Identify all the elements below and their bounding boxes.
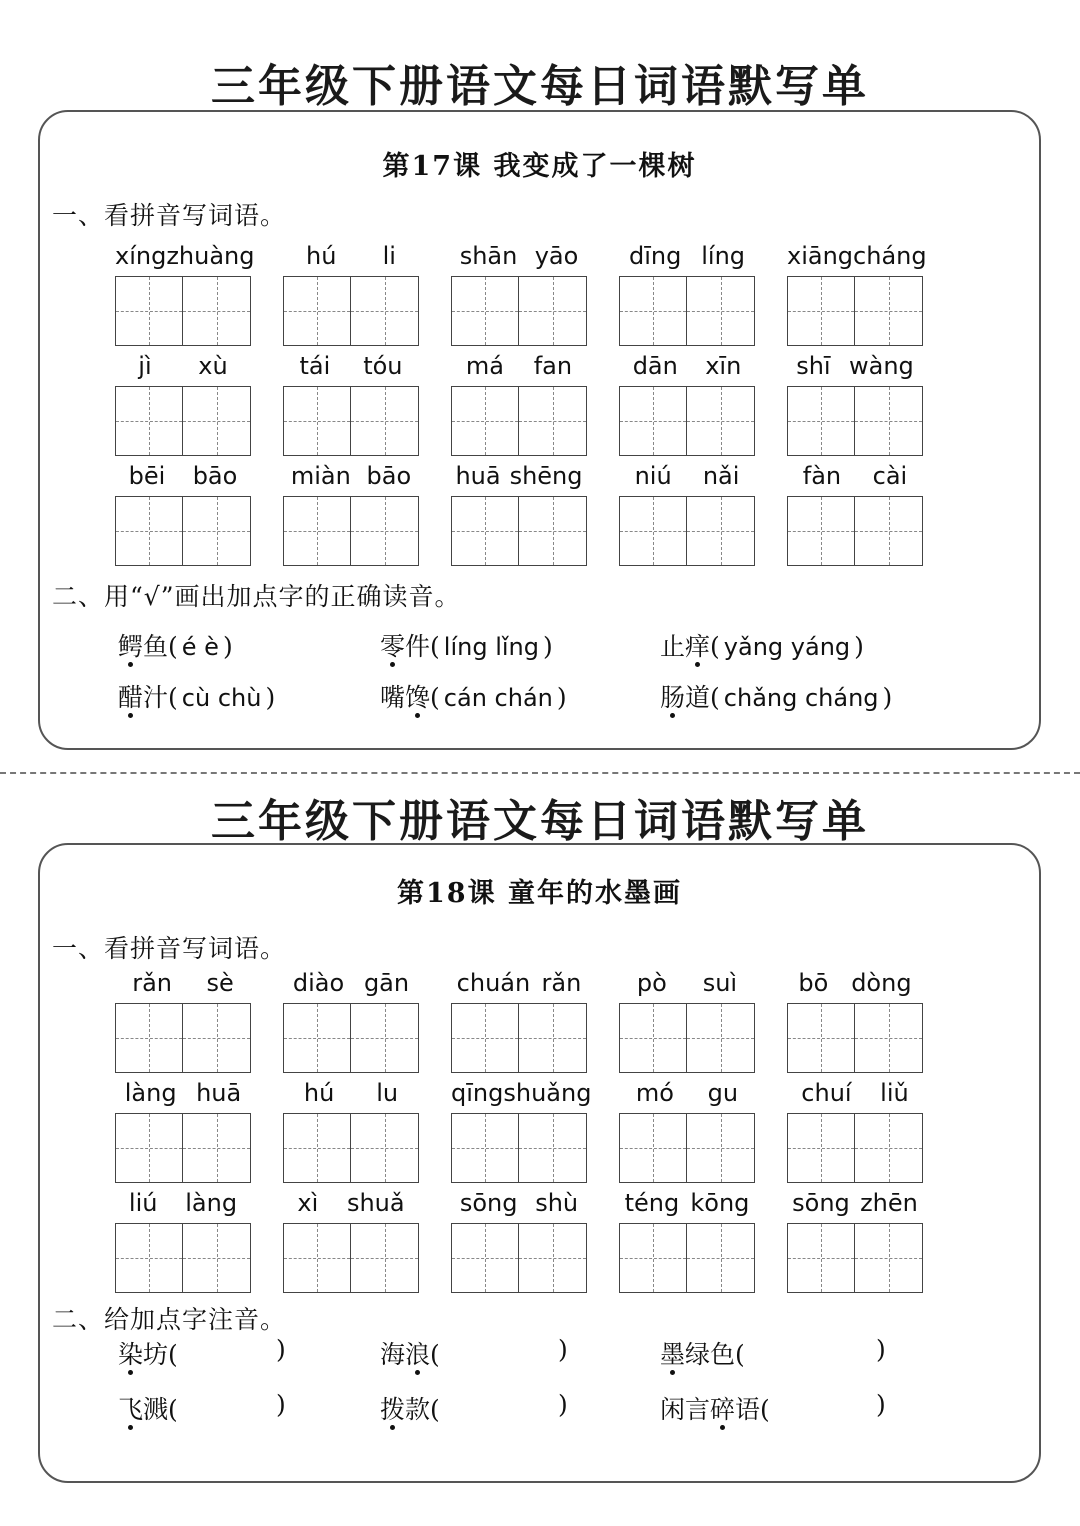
writing-boxes (619, 1003, 755, 1073)
writing-boxes (115, 496, 251, 566)
tianzige-cell[interactable] (855, 1223, 923, 1293)
pinyin-syllable: qīng (451, 1079, 504, 1107)
word-suffix: 道( (685, 683, 720, 712)
tianzige-cell[interactable] (519, 276, 587, 346)
question-item (660, 1390, 886, 1426)
close-paren: ) (558, 1335, 568, 1364)
word-suffix: 坊( (143, 1340, 178, 1369)
pinyin-options: é è (181, 633, 219, 661)
close-paren: ) (222, 632, 233, 661)
close-paren: ) (542, 632, 553, 661)
section-phonetic-heading: 二、给加点字注音。 (52, 1305, 287, 1334)
pinyin-label (619, 352, 755, 380)
dotted-char: 拨 (380, 1395, 406, 1424)
pinyin-syllable: hú (303, 1079, 335, 1107)
writing-boxes (451, 496, 587, 566)
writing-boxes (115, 1113, 251, 1183)
writing-boxes (619, 496, 755, 566)
pinyin-syllable: liú (128, 1189, 158, 1217)
lesson-title: 第17课 我变成了一棵树 (382, 151, 697, 182)
pinyin-syllable: dān (632, 352, 678, 380)
tianzige-cell[interactable] (183, 1003, 251, 1073)
tianzige-cell[interactable] (787, 386, 855, 456)
pinyin-syllable: shuǎng (503, 1079, 592, 1107)
tianzige-cell[interactable] (351, 496, 419, 566)
close-paren: ) (876, 1335, 886, 1364)
pinyin-label (451, 969, 587, 997)
tianzige-cell[interactable] (283, 496, 351, 566)
question-item (380, 1390, 568, 1426)
pinyin-label (451, 1079, 592, 1107)
word-prefix: 嘴 (380, 683, 406, 712)
tianzige-cell[interactable] (283, 276, 351, 346)
pinyin-syllable: fan (533, 352, 573, 380)
word-prefix: 闲言 (660, 1395, 711, 1424)
section-pinyin-heading: 一、看拼音写词语。 (52, 201, 287, 230)
pinyin-label (283, 1189, 419, 1217)
pinyin-syllable: làng (124, 1079, 177, 1107)
question-item (380, 678, 567, 714)
sheet-title (0, 50, 1080, 114)
pinyin-label (115, 1189, 251, 1217)
writing-boxes (451, 276, 587, 346)
pinyin-syllable: fàn (802, 462, 842, 490)
tianzige-cell[interactable] (283, 386, 351, 456)
close-paren: ) (882, 683, 893, 712)
pinyin-syllable: li (382, 242, 396, 270)
tianzige-cell[interactable] (351, 1223, 419, 1293)
tianzige-cell[interactable] (183, 386, 251, 456)
dotted-char: 馋 (405, 683, 431, 712)
tianzige-cell[interactable] (855, 1113, 923, 1183)
pinyin-syllable: cài (872, 462, 908, 490)
tianzige-cell[interactable] (283, 1113, 351, 1183)
pinyin-syllable: dīng (628, 242, 682, 270)
close-paren: ) (854, 632, 864, 661)
tianzige-cell[interactable] (787, 1003, 855, 1073)
tianzige-cell[interactable] (451, 276, 519, 346)
dotted-char: 浪 (405, 1340, 431, 1369)
section-reading-heading: 二、用“√”画出加点字的正确读音。 (52, 582, 461, 611)
pinyin-syllable: sōng (459, 1189, 518, 1217)
title-main: 三年级下册语文 (211, 796, 540, 847)
pinyin-syllable: chuí (801, 1079, 852, 1107)
question-item (118, 678, 275, 714)
tianzige-cell[interactable] (115, 1113, 183, 1183)
question-item (380, 627, 553, 663)
tianzige-cell[interactable] (351, 1003, 419, 1073)
pinyin-syllable: bō (798, 969, 829, 997)
pinyin-label (619, 969, 755, 997)
pinyin-label (283, 969, 419, 997)
pinyin-label (787, 352, 923, 380)
pinyin-label (619, 462, 755, 490)
tianzige-cell[interactable] (351, 1113, 419, 1183)
pinyin-label (451, 462, 587, 490)
pinyin-label (787, 969, 923, 997)
pinyin-syllable: shù (535, 1189, 579, 1217)
question-item (660, 627, 864, 663)
question-item (380, 1335, 568, 1371)
writing-boxes (283, 386, 419, 456)
pinyin-syllable: shī (796, 352, 831, 380)
tianzige-cell[interactable] (519, 386, 587, 456)
writing-boxes (619, 1113, 755, 1183)
pinyin-syllable: suì (702, 969, 738, 997)
pinyin-syllable: dòng (851, 969, 912, 997)
dotted-char: 飞 (118, 1395, 144, 1424)
tianzige-cell[interactable] (451, 1003, 519, 1073)
pinyin-label (619, 1079, 755, 1107)
word-suffix: 鱼( (143, 632, 178, 661)
pinyin-label (451, 1189, 587, 1217)
tianzige-cell[interactable] (351, 276, 419, 346)
word-prefix: 止 (660, 632, 686, 661)
pinyin-options: cù chù (181, 684, 262, 712)
tianzige-cell[interactable] (115, 386, 183, 456)
tianzige-cell[interactable] (519, 1113, 587, 1183)
writing-boxes (787, 496, 923, 566)
pinyin-syllable: sè (206, 969, 234, 997)
pinyin-syllable: yāo (534, 242, 579, 270)
dotted-char: 痒 (685, 632, 711, 661)
pinyin-syllable: huā (455, 462, 501, 490)
writing-boxes (619, 386, 755, 456)
pinyin-syllable: nǎi (702, 462, 740, 490)
tianzige-cell[interactable] (183, 276, 251, 346)
tianzige-cell[interactable] (687, 496, 755, 566)
pinyin-label (115, 462, 251, 490)
tianzige-cell[interactable] (451, 496, 519, 566)
pinyin-syllable: làng (185, 1189, 238, 1217)
tianzige-cell[interactable] (687, 1003, 755, 1073)
pinyin-syllable: huā (196, 1079, 242, 1107)
pinyin-syllable: má (465, 352, 504, 380)
tianzige-cell[interactable] (855, 386, 923, 456)
title-highlight: 每日词语默写单 (540, 61, 869, 112)
pinyin-syllable: zhēn (860, 1189, 918, 1217)
tianzige-cell[interactable] (855, 496, 923, 566)
pinyin-label (115, 352, 251, 380)
cut-line (0, 772, 1080, 774)
writing-boxes (283, 1003, 419, 1073)
tianzige-cell[interactable] (283, 1223, 351, 1293)
tianzige-cell[interactable] (519, 1223, 587, 1293)
pinyin-label (787, 1189, 923, 1217)
word-suffix: 语( (735, 1395, 770, 1424)
worksheet-card (38, 843, 1041, 1483)
tianzige-cell[interactable] (451, 1223, 519, 1293)
pinyin-syllable: xīn (705, 352, 742, 380)
title-main: 三年级下册语文 (211, 61, 540, 112)
tianzige-cell[interactable] (619, 1003, 687, 1073)
dotted-char: 零 (380, 632, 406, 661)
word-suffix: 款( (405, 1395, 440, 1424)
pinyin-syllable: rǎn (132, 969, 173, 997)
pinyin-options: chǎng cháng (723, 684, 879, 712)
dotted-char: 肠 (660, 683, 686, 712)
dotted-char: 醋 (118, 683, 144, 712)
word-suffix: 绿色( (685, 1340, 745, 1369)
pinyin-syllable: chuán (456, 969, 531, 997)
tianzige-cell[interactable] (519, 1003, 587, 1073)
tianzige-cell[interactable] (519, 496, 587, 566)
pinyin-label (787, 462, 923, 490)
pinyin-label (283, 1079, 419, 1107)
pinyin-syllable: shēng (509, 462, 583, 490)
tianzige-cell[interactable] (115, 496, 183, 566)
pinyin-syllable: diào (292, 969, 345, 997)
pinyin-syllable: niú (634, 462, 672, 490)
tianzige-cell[interactable] (619, 1223, 687, 1293)
tianzige-cell[interactable] (687, 1223, 755, 1293)
pinyin-syllable: xù (198, 352, 228, 380)
writing-boxes (451, 1223, 587, 1293)
writing-boxes (787, 1113, 923, 1183)
close-paren: ) (558, 1390, 568, 1419)
pinyin-syllable: sōng (792, 1189, 850, 1217)
word-suffix: ( (430, 1340, 440, 1369)
tianzige-cell[interactable] (115, 1003, 183, 1073)
tianzige-cell[interactable] (183, 496, 251, 566)
pinyin-syllable: líng (701, 242, 746, 270)
pinyin-syllable: miàn (290, 462, 351, 490)
tianzige-cell[interactable] (787, 1223, 855, 1293)
word-prefix: 海 (380, 1340, 406, 1369)
tianzige-cell[interactable] (687, 386, 755, 456)
pinyin-syllable: pò (636, 969, 667, 997)
pinyin-syllable: xiāng (787, 242, 854, 270)
pinyin-syllable: hú (306, 242, 337, 270)
title-highlight: 每日词语默写单 (540, 796, 869, 847)
close-paren: ) (876, 1390, 886, 1419)
pinyin-syllable: tóu (363, 352, 403, 380)
pinyin-label (787, 1079, 923, 1107)
pinyin-syllable: rǎn (541, 969, 582, 997)
pinyin-syllable: lu (376, 1079, 399, 1107)
tianzige-cell[interactable] (619, 496, 687, 566)
writing-boxes (283, 1223, 419, 1293)
dotted-char: 碎 (710, 1395, 736, 1424)
dotted-char: 墨 (660, 1340, 686, 1369)
worksheet-card (38, 110, 1041, 750)
word-suffix: ( (710, 632, 720, 661)
writing-boxes (619, 276, 755, 346)
writing-boxes (115, 1223, 251, 1293)
pinyin-syllable: bāo (192, 462, 238, 490)
word-suffix: 件( (405, 632, 440, 661)
tianzige-cell[interactable] (283, 1003, 351, 1073)
tianzige-cell[interactable] (619, 386, 687, 456)
pinyin-options: cán chán (443, 684, 553, 712)
question-item (118, 1335, 286, 1371)
tianzige-cell[interactable] (183, 1223, 251, 1293)
writing-boxes (451, 386, 587, 456)
writing-boxes (283, 496, 419, 566)
tianzige-cell[interactable] (619, 276, 687, 346)
pinyin-syllable: bēi (128, 462, 166, 490)
lesson-title: 第18课 童年的水墨画 (397, 878, 682, 909)
close-paren: ) (276, 1335, 286, 1364)
pinyin-label (451, 352, 587, 380)
close-paren: ) (265, 683, 276, 712)
close-paren: ) (556, 683, 567, 712)
tianzige-cell[interactable] (787, 1113, 855, 1183)
close-paren: ) (276, 1390, 286, 1419)
pinyin-label (115, 1079, 251, 1107)
pinyin-syllable: gu (707, 1079, 739, 1107)
tianzige-cell[interactable] (115, 1223, 183, 1293)
pinyin-label (283, 352, 419, 380)
tianzige-cell[interactable] (115, 276, 183, 346)
question-item (118, 1390, 286, 1426)
question-item (118, 627, 233, 663)
pinyin-label (787, 242, 927, 270)
tianzige-cell[interactable] (619, 1113, 687, 1183)
writing-boxes (115, 276, 251, 346)
pinyin-label (283, 242, 419, 270)
pinyin-syllable: jì (138, 352, 152, 380)
pinyin-label (619, 1189, 755, 1217)
writing-boxes (283, 276, 419, 346)
writing-boxes (787, 386, 923, 456)
writing-boxes (787, 1223, 923, 1293)
writing-boxes (115, 1003, 251, 1073)
pinyin-syllable: bāo (366, 462, 412, 490)
tianzige-cell[interactable] (687, 276, 755, 346)
writing-boxes (115, 386, 251, 456)
tianzige-cell[interactable] (787, 496, 855, 566)
word-suffix: 溅( (143, 1395, 178, 1424)
word-suffix: 汁( (143, 683, 178, 712)
writing-boxes (619, 1223, 755, 1293)
pinyin-options: yǎng yáng (723, 633, 851, 661)
pinyin-label (451, 242, 587, 270)
tianzige-cell[interactable] (451, 386, 519, 456)
writing-boxes (283, 1113, 419, 1183)
pinyin-label (115, 969, 251, 997)
pinyin-syllable: téng (624, 1189, 680, 1217)
writing-boxes (787, 276, 923, 346)
pinyin-syllable: gān (363, 969, 410, 997)
pinyin-syllable: tái (299, 352, 331, 380)
pinyin-syllable: xíng (115, 242, 167, 270)
pinyin-syllable: liǔ (880, 1079, 909, 1107)
dotted-char: 染 (118, 1340, 144, 1369)
dotted-char: 鳄 (118, 632, 144, 661)
pinyin-label (619, 242, 755, 270)
tianzige-cell[interactable] (183, 1113, 251, 1183)
question-item (660, 678, 892, 714)
pinyin-syllable: cháng (853, 242, 927, 270)
pinyin-syllable: mó (635, 1079, 674, 1107)
pinyin-syllable: kōng (690, 1189, 750, 1217)
tianzige-cell[interactable] (351, 386, 419, 456)
tianzige-cell[interactable] (687, 1113, 755, 1183)
pinyin-label (283, 462, 419, 490)
sheet-title (0, 785, 1080, 849)
pinyin-options: líng lǐng (443, 633, 539, 661)
question-item (660, 1335, 886, 1371)
pinyin-syllable: shān (459, 242, 518, 270)
section-pinyin-heading: 一、看拼音写词语。 (52, 934, 287, 963)
pinyin-syllable: shuǎ (346, 1189, 405, 1217)
writing-boxes (787, 1003, 923, 1073)
tianzige-cell[interactable] (787, 276, 855, 346)
writing-boxes (451, 1113, 587, 1183)
tianzige-cell[interactable] (855, 276, 923, 346)
pinyin-syllable: zhuàng (166, 242, 255, 270)
word-suffix: ( (430, 683, 440, 712)
pinyin-syllable: xì (297, 1189, 319, 1217)
tianzige-cell[interactable] (451, 1113, 519, 1183)
pinyin-label (115, 242, 255, 270)
writing-boxes (451, 1003, 587, 1073)
tianzige-cell[interactable] (855, 1003, 923, 1073)
pinyin-syllable: wàng (849, 352, 914, 380)
